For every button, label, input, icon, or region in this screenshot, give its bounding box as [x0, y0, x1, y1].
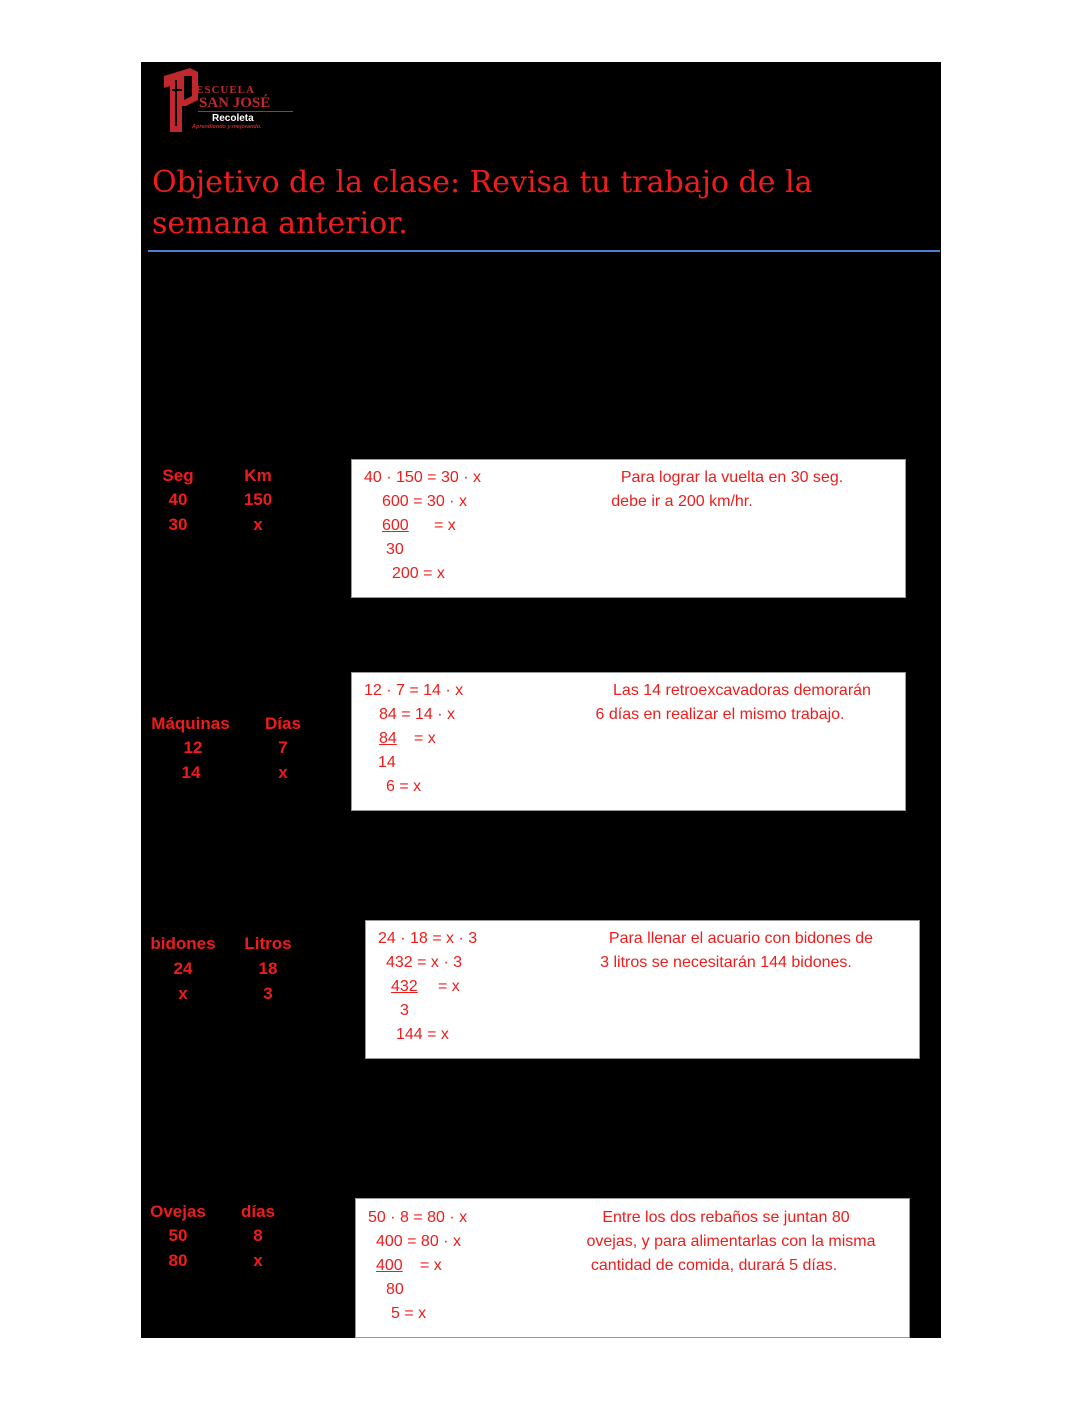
fraction-numerator: 432 [391, 978, 418, 995]
solution-box [355, 1198, 910, 1338]
fraction-denominator: 30 [386, 541, 404, 558]
logo-slogan: Aprendiendo y mejorando. [192, 124, 262, 130]
answer-line: Entre los dos rebaños se juntan 80 [602, 1209, 850, 1226]
table-cell: x [253, 1251, 263, 1270]
answer-line: 6 días en realizar el mismo trabajo. [595, 706, 845, 723]
table-cell: 14 [181, 763, 201, 782]
table-header: Km [244, 466, 272, 485]
work-line: = x [438, 978, 460, 995]
work-line: = x [434, 517, 456, 534]
table-cell: 150 [243, 490, 273, 509]
table-header: Máquinas [151, 714, 230, 733]
heading-rule [148, 250, 940, 252]
table-cell: x [278, 763, 288, 782]
table-cell: 50 [168, 1226, 188, 1245]
work-line: 432 = x · 3 [386, 954, 463, 971]
logo-escuela: ESCUELA [196, 84, 255, 96]
answer-line: Las 14 retroexcavadoras demorarán [613, 682, 871, 699]
answer-line: debe ir a 200 km/hr. [611, 493, 753, 510]
table-cell: 24 [173, 959, 193, 978]
answer-line: Para lograr la vuelta en 30 seg. [620, 469, 844, 486]
work-line: 400 = 80 · x [376, 1233, 461, 1250]
fraction-denominator: 80 [386, 1281, 404, 1298]
table-cell: x [178, 984, 188, 1003]
answer-line: Para llenar el acuario con bidones de [608, 930, 874, 947]
fraction-numerator: 400 [376, 1257, 403, 1274]
class-objective-heading: Objetivo de la clase: Revisa tu trabajo de la semana anterior. [152, 165, 813, 241]
table-cell: 12 [183, 738, 203, 757]
table-cell: 3 [263, 984, 273, 1003]
work-line: 144 = x [396, 1026, 449, 1043]
table-header: Seg [162, 466, 194, 485]
logo-school-name: SAN JOSÉ [199, 95, 271, 111]
work-line: = x [420, 1257, 442, 1274]
table-header: bidones [150, 934, 216, 953]
work-line: 84 = 14 · x [379, 706, 456, 723]
table-cell: 7 [278, 738, 288, 757]
solution-box [351, 459, 906, 598]
table-header: días [240, 1202, 276, 1221]
fraction-numerator: 84 [379, 730, 397, 747]
solution-box [365, 920, 920, 1059]
work-line: = x [414, 730, 436, 747]
answer-line: ovejas, y para alimentarlas con la misma [586, 1233, 876, 1250]
table-cell: 40 [168, 490, 188, 509]
work-line: 12 · 7 = 14 · x [364, 682, 464, 699]
work-line: 5 = x [391, 1305, 427, 1322]
work-line: 24 · 18 = x · 3 [378, 930, 478, 947]
logo-branch: Recoleta [212, 113, 254, 124]
table-cell: 18 [258, 959, 278, 978]
work-line: 6 = x [386, 778, 422, 795]
fraction-denominator: 3 [400, 1002, 409, 1019]
work-line: 50 · 8 = 80 · x [368, 1209, 468, 1226]
table-header: Litros [244, 934, 292, 953]
work-line: 200 = x [392, 565, 445, 582]
table-cell: 30 [168, 515, 188, 534]
table-cell: 80 [168, 1251, 188, 1270]
work-line: 40 · 150 = 30 · x [364, 469, 481, 486]
fraction-denominator: 14 [378, 754, 396, 771]
table-cell: x [253, 515, 263, 534]
table-header: Ovejas [150, 1202, 206, 1221]
answer-line: cantidad de comida, durará 5 días. [590, 1257, 838, 1274]
table-header: Días [265, 714, 301, 733]
answer-line: 3 litros se necesitarán 144 bidones. [600, 954, 852, 971]
table-cell: 8 [253, 1226, 263, 1245]
fraction-numerator: 600 [382, 517, 409, 534]
work-line: 600 = 30 · x [382, 493, 467, 510]
solution-box [351, 672, 906, 811]
